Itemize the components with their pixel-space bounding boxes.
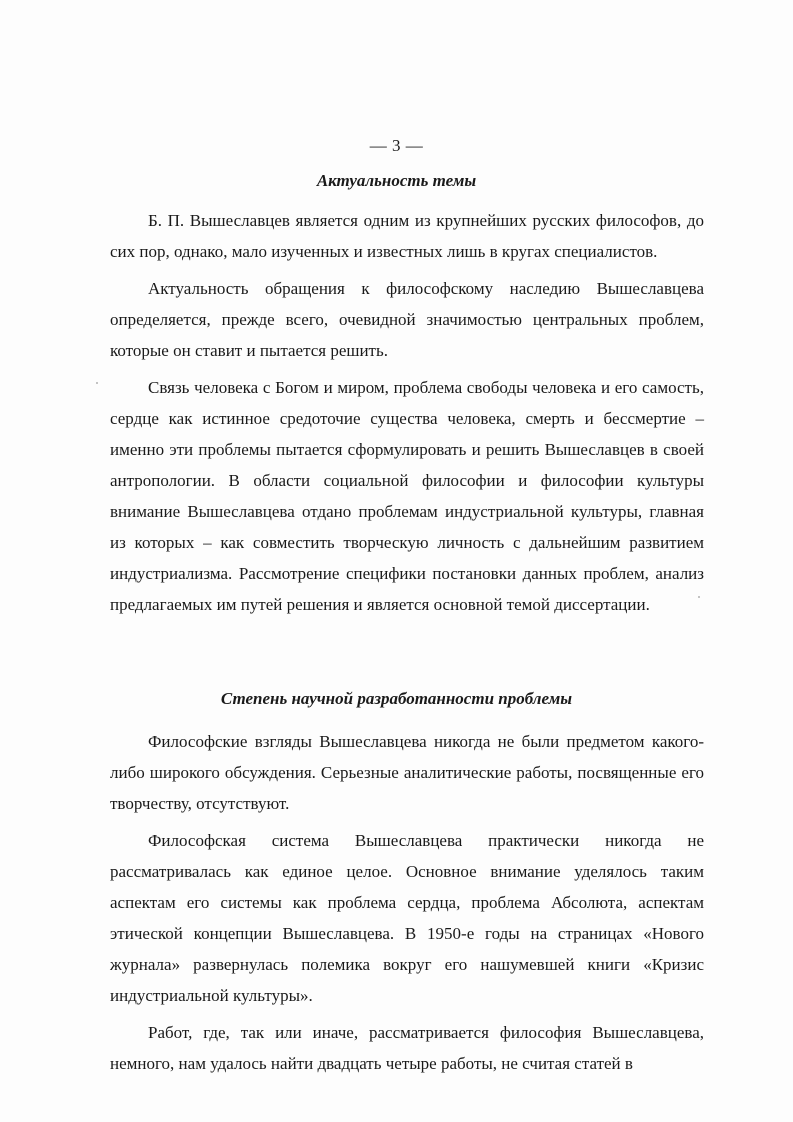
section-body-research-degree bbox=[110, 726, 704, 1079]
paragraph: Философская система Вышеславцева практически никогда не рассматривалась как единое целое. Основное внимание уделялось таким аспектам его системы как проблема сердца, проблема Абсолюта, аспектам этической концепции Вышеславцева. В 1950-е годы на страницах «Нового журнала» развернулась полемика вокруг его нашумевшей книги «Кризис индустриальной культуры». bbox=[110, 831, 704, 1005]
paragraph: Связь человека с Богом и миром, проблема свободы человека и его самость, сердце как истинное средоточие существа человека, смерть и бессмертие – именно эти проблемы пытается сформулировать и решить Вышеславцев в своей антропологии. В области социальной философии и философии культуры внимание Вышеславцева отдано проблемам индустриальной культуры, главная из которых – как совместить творческую личность с дальнейшим развитием индустриализма. Рассмотрение специфики постановки данных проблем, анализ предлагаемых им путей решения и является основной темой диссертации. bbox=[110, 378, 704, 614]
paragraph: Философские взгляды Вышеславцева никогда не были предметом какого-либо широкого обсуждения. Серьезные аналитические работы, посвященные его творчеству, отсутствуют. bbox=[110, 732, 704, 813]
paragraph: Б. П. Вышеславцев является одним из крупнейших русских философов, до сих пор, однако, мало изученных и известных лишь в кругах специалистов. bbox=[110, 211, 704, 261]
scan-speck bbox=[96, 382, 98, 384]
section-heading-relevance: Актуальность темы bbox=[316, 171, 477, 190]
page-number: — 3 — bbox=[369, 136, 424, 155]
section-heading-research-degree: Степень научной разработанности проблемы bbox=[220, 689, 573, 708]
scan-speck bbox=[698, 596, 700, 598]
section-body-relevance bbox=[110, 205, 704, 620]
paragraph: Работ, где, так или иначе, рассматривается философия Вышеславцева, немного, нам удалось найти двадцать четыре работы, не считая статей в bbox=[110, 1023, 704, 1073]
paragraph: Актуальность обращения к философскому наследию Вышеславцева определяется, прежде всего, очевидной значимостью центральных проблем, которые он ставит и пытается решить. bbox=[110, 279, 704, 360]
